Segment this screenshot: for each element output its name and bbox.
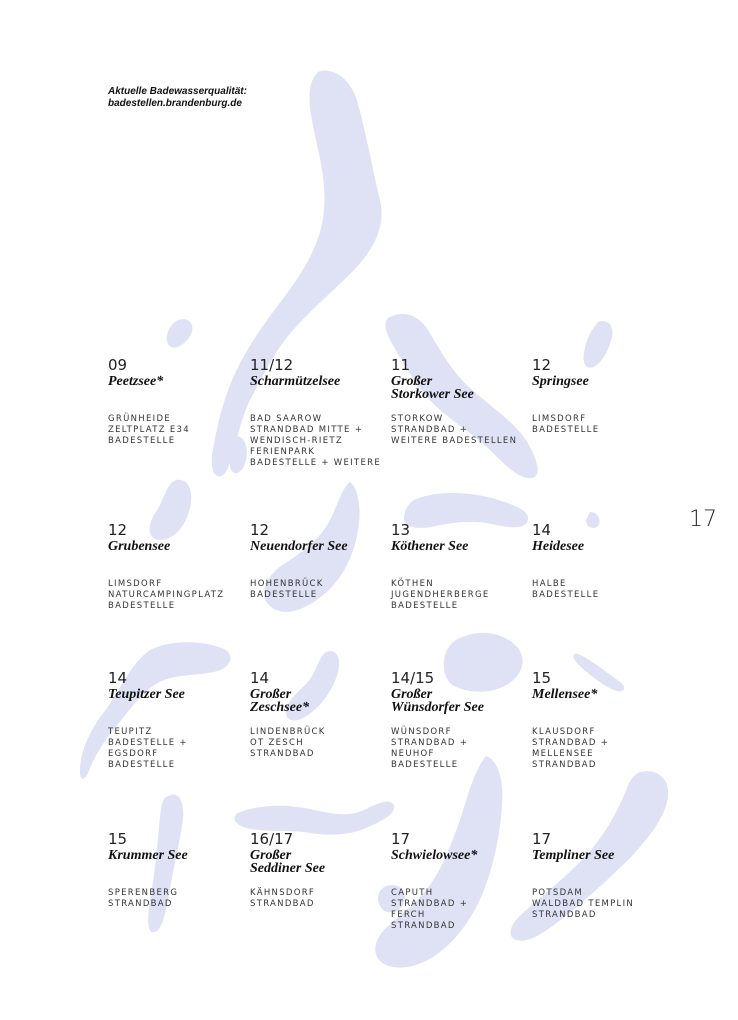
lake-entry-zeschsee (250, 669, 390, 759)
lake-entry-seddiner-see (250, 830, 390, 909)
lake-entry-peetzsee (108, 356, 248, 446)
lake-entry-koethener-see (391, 521, 531, 611)
lake-entry-heidesee (532, 521, 672, 600)
lake-entry-templiner-see (532, 830, 672, 920)
map-sheet-number: 16/17 (250, 830, 294, 848)
bathing-water-quality-note (108, 86, 247, 110)
lake-entry-storkower-see (391, 356, 531, 446)
map-sheet-number: 11/12 (250, 356, 294, 374)
map-sheet-number: 17 (532, 830, 552, 848)
map-sheet-number: 12 (532, 356, 552, 374)
lake-details: POTSDAM WALDBAD TEMPLIN STRANDBAD (532, 888, 635, 920)
map-sheet-number: 14 (108, 669, 128, 687)
lake-name: Peetzsee* (108, 374, 164, 389)
lake-name: Neuendorfer See (250, 539, 348, 554)
lake-name: Grubensee (108, 539, 171, 554)
lake-details: LIMSDORF NATURCAMPINGPLATZ BADESTELLE (108, 579, 225, 611)
lake-details: KÄHNSDORF STRANDBAD (250, 888, 316, 909)
lake-name: Großer Zeschsee* (250, 687, 310, 715)
lake-name: Scharmützelsee (250, 374, 341, 389)
lake-entry-teupitzer-see (108, 669, 248, 770)
lake-details: LINDENBRÜCK OT ZESCH STRANDBAD (250, 727, 326, 759)
lake-details: WÜNSDORF STRANDBAD + NEUHOF BADESTELLE (391, 727, 469, 770)
lake-entry-springsee (532, 356, 672, 435)
map-sheet-number: 14/15 (391, 669, 435, 687)
lake-name: Templiner See (532, 848, 615, 863)
lake-details: TEUPITZ BADESTELLE + EGSDORF BADESTELLE (108, 727, 188, 770)
lake-name: Köthener See (391, 539, 469, 554)
lake-peetzsee-shape (167, 319, 193, 348)
lake-name: Großer Wünsdorfer See (391, 687, 484, 715)
header-website: badestellen.brandenburg.de (108, 98, 242, 109)
lake-entry-schwielowsee (391, 830, 531, 931)
lake-name: Springsee (532, 374, 589, 389)
map-sheet-number: 12 (250, 521, 270, 539)
lake-details: GRÜNHEIDE ZELTPLATZ E34 BADESTELLE (108, 414, 190, 446)
lake-details: HOHENBRÜCK BADESTELLE (250, 579, 324, 600)
lake-entry-grubensee (108, 521, 248, 611)
map-sheet-number: 13 (391, 521, 411, 539)
map-sheet-number: 15 (532, 669, 552, 687)
lake-details: KLAUSDORF STRANDBAD + MELLENSEE STRANDBAD (532, 727, 610, 770)
map-sheet-number: 11 (391, 356, 411, 374)
map-sheet-number: 14 (250, 669, 270, 687)
lake-name: Schwielowsee* (391, 848, 478, 863)
lake-details: KÖTHEN JUGENDHERBERGE BADESTELLE (391, 579, 490, 611)
lake-entry-wuensdorfer-see (391, 669, 531, 770)
lake-entry-krummer-see (108, 830, 248, 909)
lake-krummer-shape (148, 795, 183, 933)
header-label: Aktuelle Badewasserqualität: (108, 86, 247, 97)
map-sheet-number: 14 (532, 521, 552, 539)
lake-details: HALBE BADESTELLE (532, 579, 600, 600)
lake-name: Heidesee (532, 539, 585, 554)
lake-name: Großer Storkower See (391, 374, 474, 402)
lake-details: BAD SAAROW STRANDBAD MITTE + WENDISCH-RIETZ FERIENPARK BADESTELLE + WEITERE (250, 414, 382, 468)
lake-entry-mellensee (532, 669, 672, 770)
lake-name: Großer Seddiner See (250, 848, 326, 876)
lake-name: Krummer See (108, 848, 188, 863)
lake-entry-scharmuetzelsee (250, 356, 390, 468)
map-sheet-number: 15 (108, 830, 128, 848)
map-sheet-number: 17 (391, 830, 411, 848)
lake-name: Mellensee* (532, 687, 598, 702)
page-number: 17 (689, 507, 717, 532)
map-sheet-number: 12 (108, 521, 128, 539)
map-sheet-number: 09 (108, 356, 128, 374)
lake-name: Teupitzer See (108, 687, 185, 702)
lake-details: SPERENBERG STRANDBAD (108, 888, 179, 909)
lake-details: LIMSDORF BADESTELLE (532, 414, 600, 435)
lake-details: CAPUTH STRANDBAD + FERCH STRANDBAD (391, 888, 469, 931)
lake-details: STORKOW STRANDBAD + WEITERE BADESTELLEN (391, 414, 518, 446)
lake-entry-neuendorfer-see (250, 521, 390, 600)
